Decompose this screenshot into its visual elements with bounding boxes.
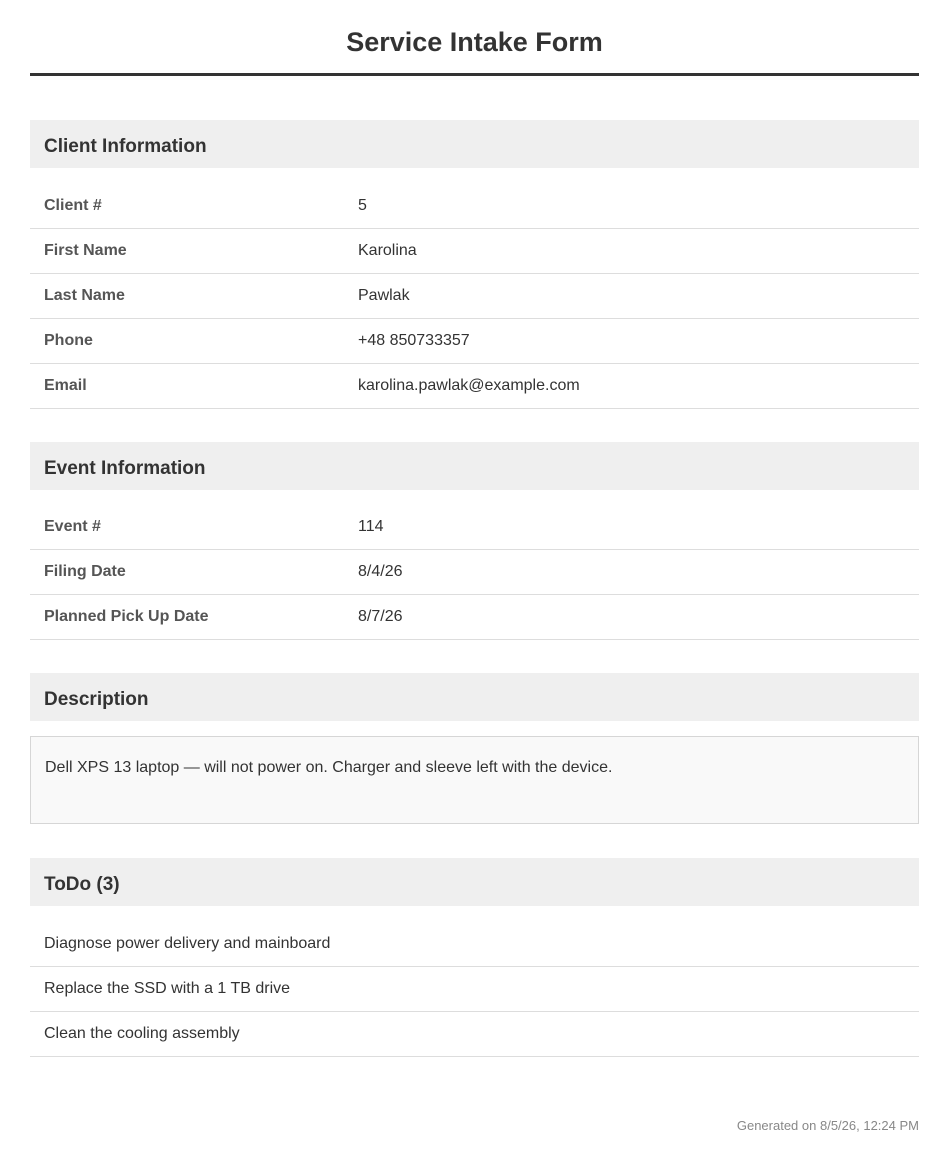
event-row-number bbox=[30, 505, 919, 550]
field-label: Email bbox=[44, 377, 87, 394]
description-text: Dell XPS 13 laptop — will not power on. Charger and sleeve left with the device. bbox=[30, 736, 919, 824]
intake-form bbox=[30, 0, 919, 1042]
field-label: Filing Date bbox=[44, 563, 126, 580]
event-section-header: Event Information bbox=[30, 442, 919, 490]
field-value: +48 850733357 bbox=[358, 332, 470, 349]
todo-item: Replace the SSD with a 1 TB drive bbox=[30, 967, 919, 1012]
client-row-phone bbox=[30, 319, 919, 364]
client-row-email bbox=[30, 364, 919, 409]
client-row-number bbox=[30, 184, 919, 229]
field-label: Event # bbox=[44, 518, 101, 535]
description-section-header: Description bbox=[30, 673, 919, 721]
todo-item: Clean the cooling assembly bbox=[30, 1012, 919, 1057]
field-value: 8/4/26 bbox=[358, 563, 403, 580]
field-value: Pawlak bbox=[358, 287, 410, 304]
page-title: Service Intake Form bbox=[346, 27, 603, 57]
field-label: First Name bbox=[44, 242, 127, 259]
field-value: Karolina bbox=[358, 242, 417, 259]
field-label: Last Name bbox=[44, 287, 125, 304]
field-value: karolina.pawlak@example.com bbox=[358, 377, 580, 394]
generated-timestamp: Generated on 8/5/26, 12:24 PM bbox=[736, 1118, 919, 1133]
title-divider bbox=[30, 73, 919, 76]
todo-section-header: ToDo (3) bbox=[30, 858, 919, 906]
field-label: Planned Pick Up Date bbox=[44, 608, 209, 625]
field-value: 5 bbox=[358, 197, 367, 214]
field-label: Phone bbox=[44, 332, 93, 349]
event-row-pickup-date bbox=[30, 595, 919, 640]
client-row-first-name bbox=[30, 229, 919, 274]
todo-item: Diagnose power delivery and mainboard bbox=[30, 922, 919, 967]
client-row-last-name bbox=[30, 274, 919, 319]
field-value: 8/7/26 bbox=[358, 608, 403, 625]
event-row-filing-date bbox=[30, 550, 919, 595]
client-section-header: Client Information bbox=[30, 120, 919, 168]
field-value: 114 bbox=[358, 518, 384, 535]
field-label: Client # bbox=[44, 197, 102, 214]
